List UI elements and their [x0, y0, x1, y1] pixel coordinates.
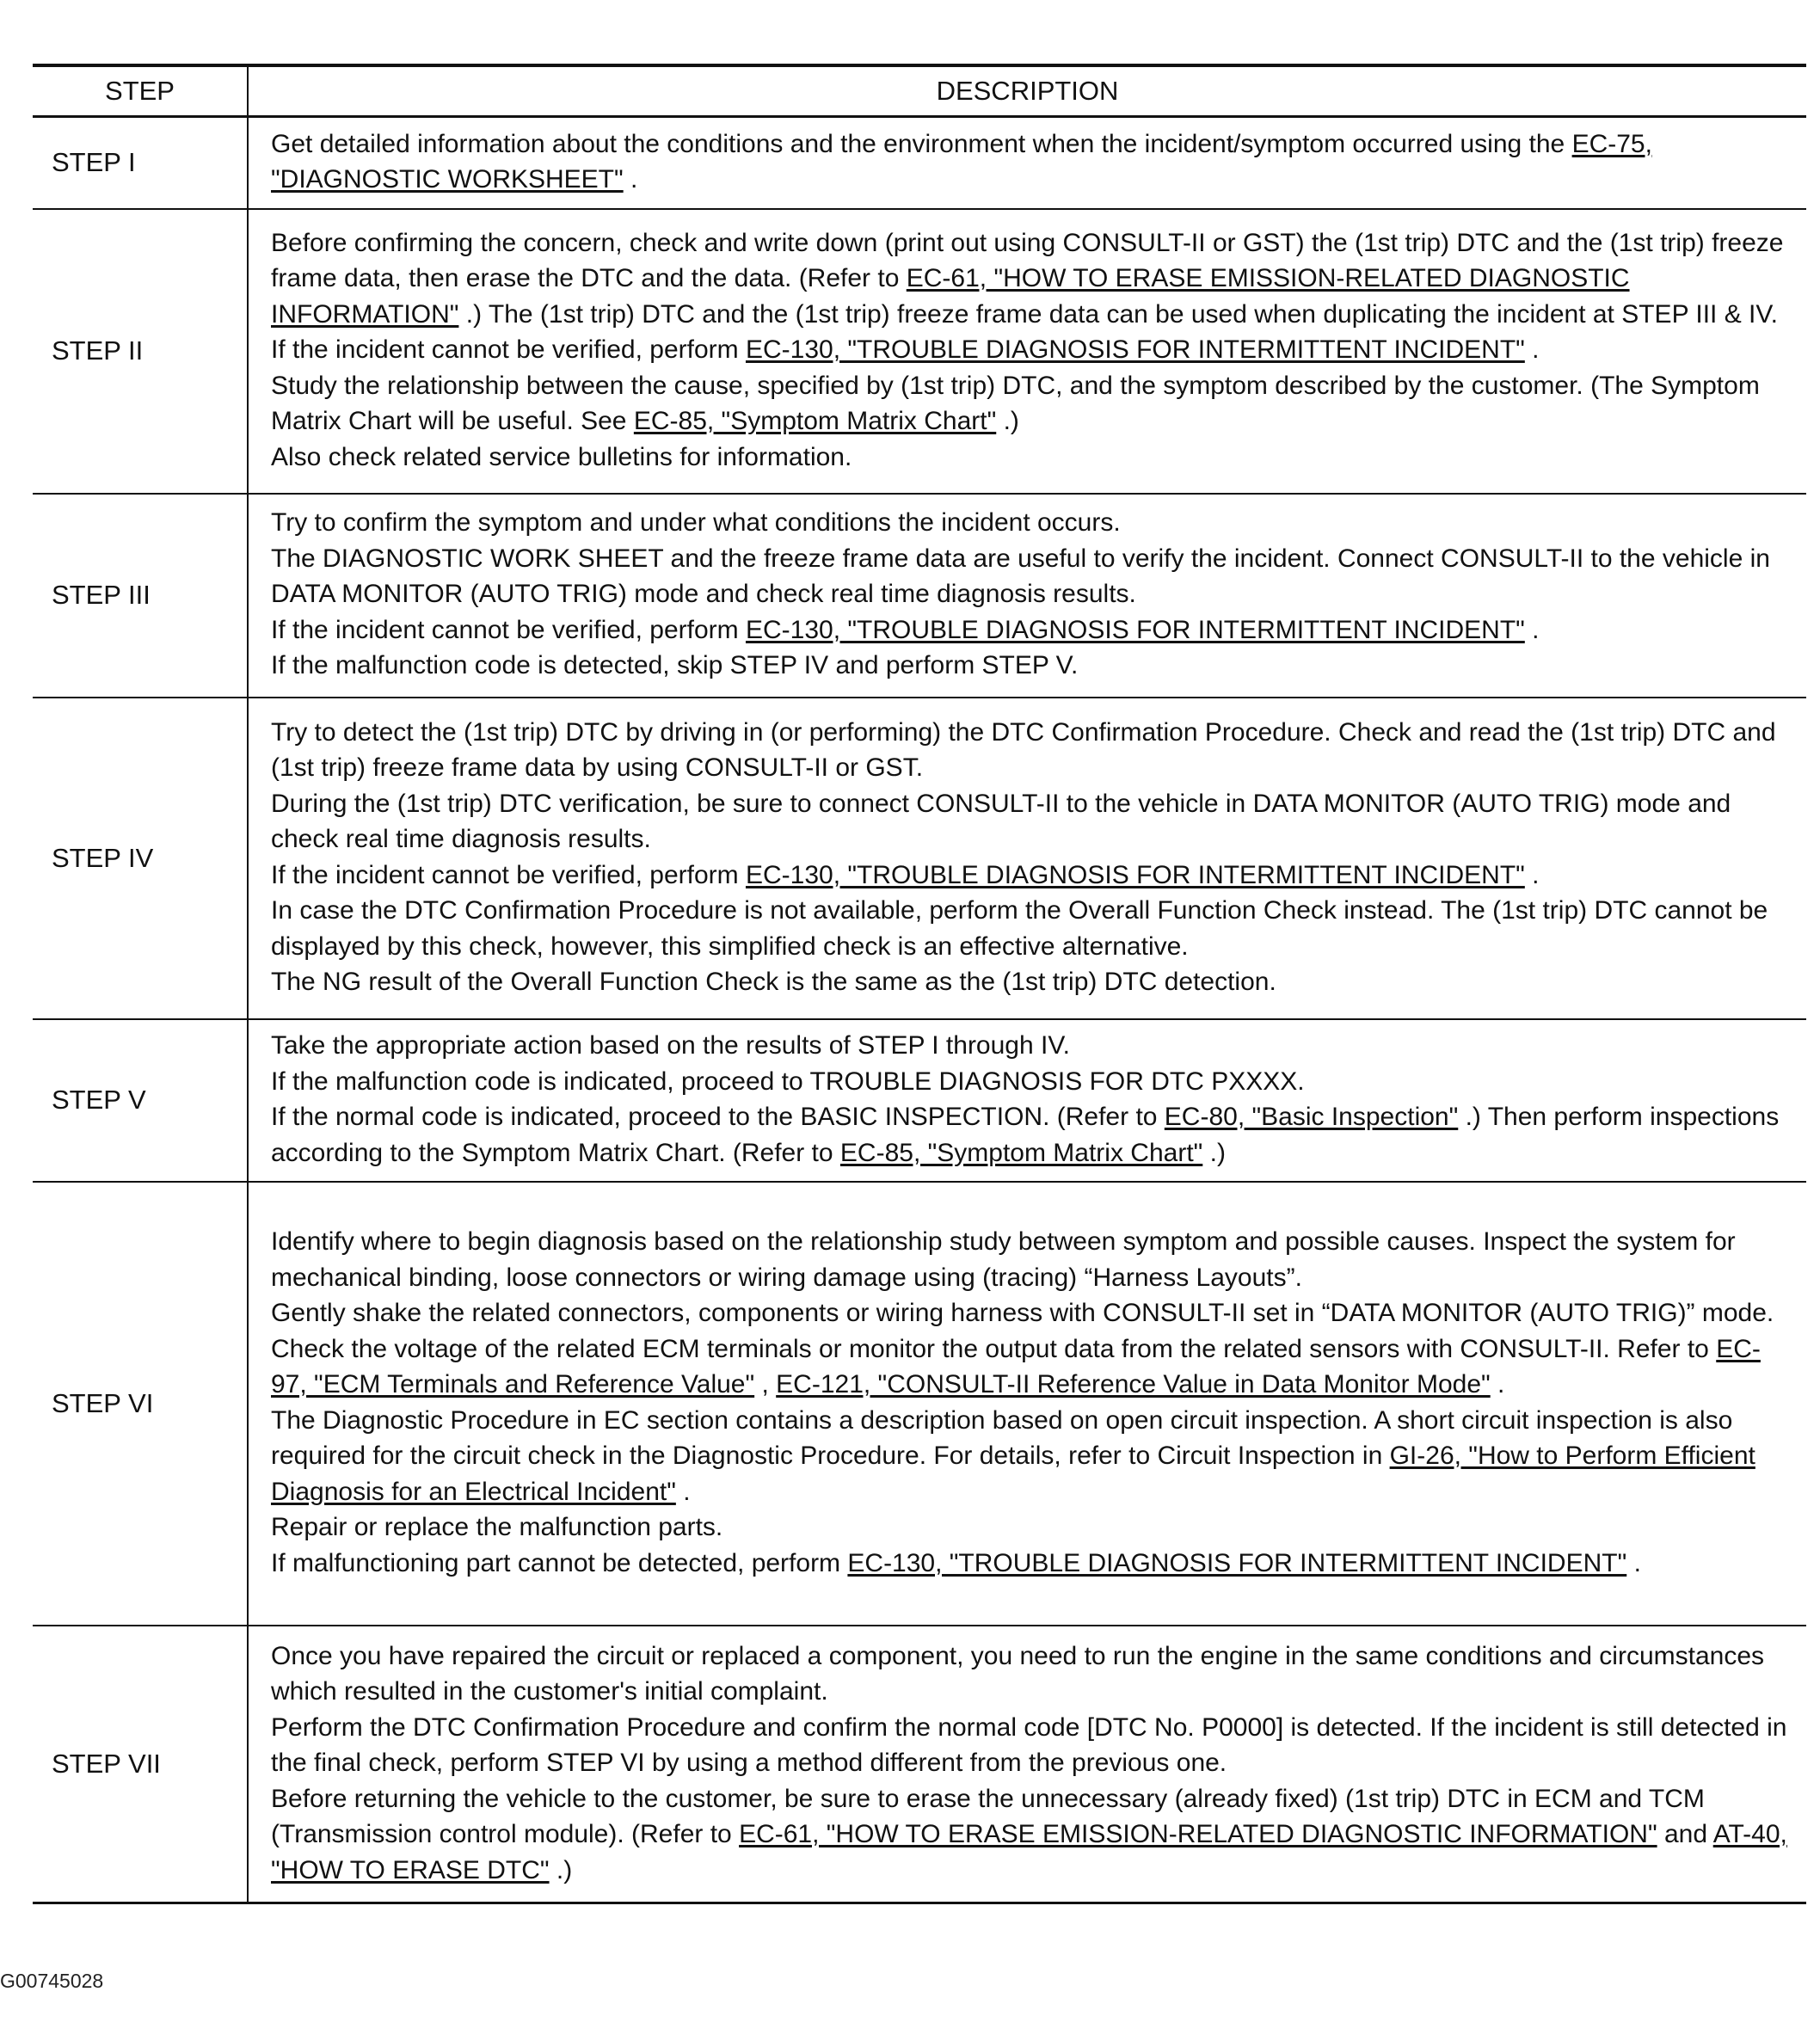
- table-row: [33, 117, 1806, 209]
- step-label: STEP III: [33, 494, 248, 698]
- description-line: [271, 1710, 1796, 1781]
- cross-reference-link[interactable]: GI-26, "How to Perform Efficient Diagnosis for an Electrical Incident": [271, 1442, 1755, 1506]
- description-text: .): [996, 407, 1019, 436]
- description-line: [271, 964, 1796, 1000]
- description-line: [271, 541, 1796, 612]
- cross-reference-link[interactable]: EC-130, "TROUBLE DIAGNOSIS FOR INTERMITTENT INCIDENT": [745, 615, 1525, 644]
- step-label: STEP IV: [33, 698, 248, 1019]
- description-line: [271, 893, 1796, 964]
- table-row: [33, 698, 1806, 1019]
- description-text: .: [623, 165, 638, 194]
- step-description: [248, 698, 1806, 1019]
- table-row: [33, 1626, 1806, 1903]
- description-text: If the incident cannot be verified, perform: [271, 615, 746, 644]
- description-line: [271, 505, 1796, 541]
- description-text: Identify where to begin diagnosis based on the relationship study between symptom and possible causes. Inspect the system for mechanical binding, loose connectors or wiring damage using (tracing) “Harness Layouts”.: [271, 1227, 1736, 1292]
- cross-reference-link[interactable]: EC-85, "Symptom Matrix Chart": [839, 1138, 1203, 1167]
- description-text: If the normal code is indicated, proceed to the BASIC INSPECTION. (Refer to: [271, 1103, 1165, 1131]
- cross-reference-link[interactable]: EC-75, "DIAGNOSTIC WORKSHEET": [271, 129, 1652, 194]
- cross-reference-link[interactable]: EC-121, "CONSULT-II Reference Value in Data Monitor Mode": [776, 1370, 1491, 1399]
- description-text: The Diagnostic Procedure in EC section contains a description based on open circuit inspection. A short circuit inspection is also required for the circuit check in the Diagnostic Procedure. For details, refer to Circuit Inspection in: [271, 1405, 1733, 1470]
- document-page: [33, 64, 1806, 1904]
- description-text: ,: [754, 1370, 777, 1399]
- cross-reference-link[interactable]: EC-130, "TROUBLE DIAGNOSIS FOR INTERMITTENT INCIDENT": [847, 1548, 1627, 1577]
- cross-reference-link[interactable]: EC-97, "ECM Terminals and Reference Value": [271, 1334, 1761, 1399]
- description-text: .: [1626, 1548, 1641, 1577]
- step-label: STEP I: [33, 117, 248, 209]
- description-text: If the malfunction code is detected, skip STEP IV and perform STEP V.: [271, 651, 1079, 680]
- cross-reference-link[interactable]: AT-40, "HOW TO ERASE DTC": [271, 1820, 1787, 1884]
- description-text: and: [1657, 1820, 1713, 1848]
- description-text: .: [1524, 615, 1540, 644]
- step-description: [248, 1626, 1806, 1903]
- description-text: If the incident cannot be verified, perform: [271, 860, 746, 889]
- description-line: [271, 1781, 1796, 1889]
- cross-reference-link[interactable]: EC-130, "TROUBLE DIAGNOSIS FOR INTERMITTENT INCIDENT": [745, 335, 1525, 365]
- description-text: If the malfunction code is indicated, proceed to TROUBLE DIAGNOSIS FOR DTC PXXXX.: [271, 1067, 1305, 1096]
- column-header-description: DESCRIPTION: [248, 65, 1806, 117]
- description-line: [271, 1403, 1796, 1510]
- description-text: Try to confirm the symptom and under what conditions the incident occurs.: [271, 508, 1121, 538]
- column-header-step: STEP: [33, 65, 248, 117]
- cross-reference-link[interactable]: EC-130, "TROUBLE DIAGNOSIS FOR INTERMITTENT INCIDENT": [745, 860, 1525, 889]
- description-line: [271, 1028, 1796, 1064]
- description-line: [271, 1546, 1796, 1582]
- description-line: [271, 225, 1796, 333]
- description-text: Check the voltage of the related ECM terminals or monitor the output data from the related sensors with CONSULT-II. Refer to: [271, 1334, 1717, 1363]
- description-text: The DIAGNOSTIC WORK SHEET and the freeze frame data are useful to verify the incident. Connect CONSULT-II to the vehicle in DATA MONITOR (AUTO TRIG) mode and check real time diagnosis results.: [271, 544, 1770, 609]
- cross-reference-link[interactable]: EC-61, "HOW TO ERASE EMISSION-RELATED DIAGNOSTIC INFORMATION": [271, 264, 1630, 329]
- description-text: .): [1202, 1138, 1226, 1167]
- description-line: [271, 368, 1796, 440]
- description-line: [271, 786, 1796, 858]
- description-text: Take the appropriate action based on the results of STEP I through IV.: [271, 1031, 1070, 1060]
- description-text: Gently shake the related connectors, components or wiring harness with CONSULT-II set in “DATA MONITOR (AUTO TRIG)” mode.: [271, 1299, 1774, 1327]
- table-header-row: [33, 65, 1806, 117]
- description-text: The NG result of the Overall Function Check is the same as the (1st trip) DTC detection.: [271, 968, 1276, 996]
- description-line: [271, 1224, 1796, 1295]
- description-line: [271, 715, 1796, 786]
- description-line: [271, 1638, 1796, 1710]
- description-text: Repair or replace the malfunction parts.: [271, 1513, 723, 1541]
- description-text: .: [1524, 335, 1540, 365]
- description-line: [271, 858, 1796, 894]
- description-text: .): [549, 1855, 573, 1884]
- table-row: [33, 494, 1806, 698]
- description-text: .: [1524, 860, 1540, 889]
- description-text: Before confirming the concern, check and write down (print out using CONSULT-II or GST) the (1st trip) DTC and the (1st trip) freeze frame data, then erase the DTC and the data. (Refer to: [271, 228, 1784, 293]
- step-description: [248, 117, 1806, 209]
- description-text: Perform the DTC Confirmation Procedure and confirm the normal code [DTC No. P0000] is detected. If the incident is still detected in the final check, perform STEP VI by using a method different from the previous one.: [271, 1712, 1787, 1777]
- description-text: If the incident cannot be verified, perform: [271, 335, 746, 365]
- description-line: [271, 1099, 1796, 1171]
- description-text: .) Then perform inspections according to the Symptom Matrix Chart. (Refer to: [271, 1103, 1780, 1167]
- diagnosis-step-table: [33, 64, 1806, 1904]
- description-text: .) The (1st trip) DTC and the (1st trip) freeze frame data can be used when duplicating the incident at STEP III & IV.: [458, 299, 1778, 329]
- description-text: .: [675, 1477, 691, 1506]
- description-text: In case the DTC Confirmation Procedure is not available, perform the Overall Function Check instead. The (1st trip) DTC cannot be displayed by this check, however, this simplified check is an effective alternative.: [271, 896, 1768, 961]
- description-text: Get detailed information about the conditions and the environment when the incident/symptom occurred using the: [271, 129, 1572, 158]
- step-description: [248, 1019, 1806, 1182]
- step-label: STEP II: [33, 209, 248, 494]
- cross-reference-link[interactable]: EC-80, "Basic Inspection": [1164, 1103, 1459, 1131]
- description-line: [271, 126, 1796, 198]
- step-label: STEP VII: [33, 1626, 248, 1903]
- step-description: [248, 494, 1806, 698]
- description-text: During the (1st trip) DTC verification, be sure to connect CONSULT-II to the vehicle in DATA MONITOR (AUTO TRIG) mode and check real time diagnosis results.: [271, 789, 1731, 853]
- description-text: Try to detect the (1st trip) DTC by driving in (or performing) the DTC Confirmation Procedure. Check and read the (1st trip) DTC and (1st trip) freeze frame data by using CONSULT-II or GST.: [271, 717, 1776, 782]
- description-text: Study the relationship between the cause, specified by (1st trip) DTC, and the symptom described by the customer. (The Symptom Matrix Chart will be useful. See: [271, 371, 1760, 436]
- step-description: [248, 209, 1806, 494]
- description-text: Once you have repaired the circuit or replaced a component, you need to run the engine in the same conditions and circumstances which resulted in the customer's initial complaint.: [271, 1641, 1765, 1706]
- description-text: .: [1490, 1370, 1505, 1399]
- description-line: [271, 1509, 1796, 1546]
- description-line: [271, 332, 1796, 368]
- table-row: [33, 1182, 1806, 1626]
- table-row: [33, 209, 1806, 494]
- description-text: Before returning the vehicle to the customer, be sure to erase the unnecessary (already fixed) (1st trip) DTC in ECM and TCM (Transmission control module). (Refer to: [271, 1784, 1705, 1848]
- description-line: [271, 612, 1796, 649]
- description-line: [271, 1064, 1796, 1100]
- step-description: [248, 1182, 1806, 1626]
- description-line: [271, 648, 1796, 684]
- description-text: If malfunctioning part cannot be detected, perform: [271, 1548, 848, 1577]
- table-row: [33, 1019, 1806, 1182]
- table-body: [33, 117, 1806, 1903]
- description-line: [271, 1295, 1796, 1331]
- figure-id: G00745028: [0, 1970, 104, 1992]
- description-line: [271, 1331, 1796, 1403]
- cross-reference-link[interactable]: EC-61, "HOW TO ERASE EMISSION-RELATED DIAGNOSTIC INFORMATION": [739, 1820, 1657, 1848]
- cross-reference-link[interactable]: EC-85, "Symptom Matrix Chart": [633, 407, 997, 436]
- description-text: Also check related service bulletins for information.: [271, 442, 852, 471]
- step-label: STEP V: [33, 1019, 248, 1182]
- step-label: STEP VI: [33, 1182, 248, 1626]
- description-line: [271, 440, 1796, 476]
